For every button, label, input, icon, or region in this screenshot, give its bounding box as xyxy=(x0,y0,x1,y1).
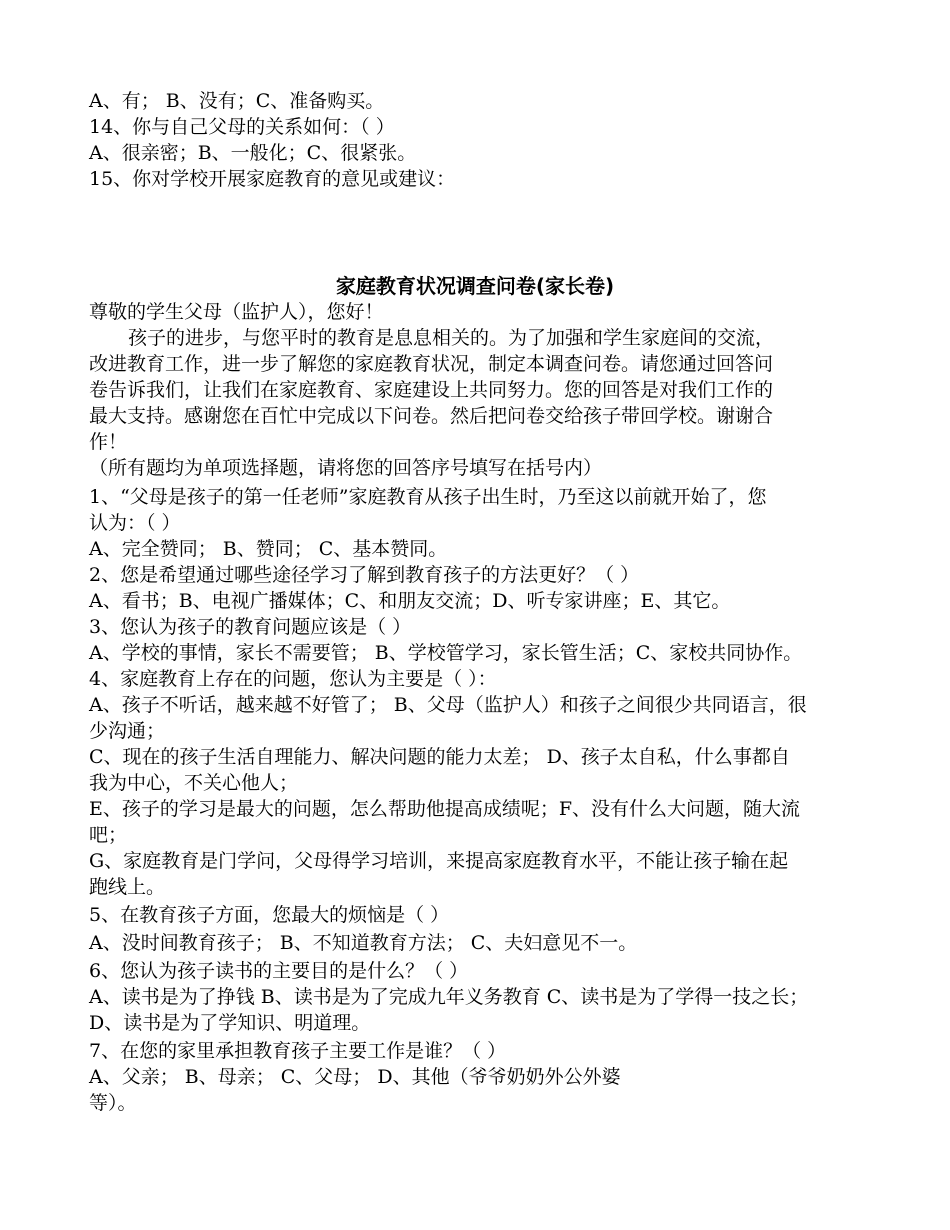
option-line: 少沟通； xyxy=(89,720,166,742)
greeting: 尊敬的学生父母（监护人），您好！ xyxy=(89,301,384,323)
intro-line: 卷告诉我们，让我们在家庭教育、家庭建设上共同努力。您的回答是对我们工作的 xyxy=(89,379,774,401)
question-line: 6、您认为孩子读书的主要目的是什么？（ ） xyxy=(89,960,469,982)
intro-line: 改进教育工作，进一步了解您的家庭教育状况，制定本调查问卷。请您通过回答问 xyxy=(89,353,774,375)
option-line: A、父亲； B、母亲； C、父母； D、其他（爷爷奶奶外公外婆 xyxy=(89,1066,621,1088)
question-line: 2、您是希望通过哪些途径学习了解到教育孩子的方法更好？（ ） xyxy=(89,564,640,586)
q15-question: 15、你对学校开展家庭教育的意见或建议： xyxy=(89,168,456,190)
option-line: 我为中心，不关心他人； xyxy=(89,772,299,794)
question-line: 4、家庭教育上存在的问题，您认为主要是（ ）： xyxy=(89,668,497,690)
survey-title: 家庭教育状况调查问卷(家长卷) xyxy=(335,274,615,298)
question-line: 3、您认为孩子的教育问题应该是（ ） xyxy=(89,616,412,638)
option-line: A、没时间教育孩子； B、不知道教育方法； C、夫妇意见不一。 xyxy=(89,932,638,954)
option-line: E、孩子的学习是最大的问题，怎么帮助他提高成绩呢；F、没有什么大问题，随大流 xyxy=(89,798,801,820)
intro-line: 孩子的进步，与您平时的教育是息息相关的。为了加强和学生家庭间的交流， xyxy=(128,327,775,349)
q14-question: 14、你与自己父母的关系如何：（ ） xyxy=(89,116,395,138)
option-line: C、现在的孩子生活自理能力、解决问题的能力太差； D、孩子太自私，什么事都自 xyxy=(89,746,790,768)
option-line: A、孩子不听话，越来越不好管了； B、父母（监护人）和孩子之间很少共同语言，很 xyxy=(89,694,807,716)
option-line: 吧； xyxy=(89,824,128,846)
option-line: A、学校的事情，家长不需要管； B、学校管学习，家长管生活；C、家校共同协作。 xyxy=(89,642,803,664)
q14-options: A、很亲密；B、一般化；C、很紧张。 xyxy=(89,142,417,164)
option-line: D、读书是为了学知识、明道理。 xyxy=(89,1012,371,1034)
instruction-note: （所有题均为单项选择题，请将您的回答序号填写在括号内） xyxy=(89,457,603,479)
intro-line: 作！ xyxy=(89,431,128,453)
intro-line: 最大支持。感谢您在百忙中完成以下问卷。然后把问卷交给孩子带回学校。谢谢合 xyxy=(89,405,774,427)
question-line: 1、“父母是孩子的第一任老师”家庭教育从孩子出生时，乃至这以前就开始了，您 xyxy=(89,486,767,508)
option-line: A、看书；B、电视广播媒体；C、和朋友交流；D、听专家讲座；E、其它。 xyxy=(89,590,731,612)
q13-options: A、有； B、没有；C、准备购买。 xyxy=(89,90,385,112)
question-line: 5、在教育孩子方面，您最大的烦恼是（ ） xyxy=(89,904,450,926)
option-line: G、家庭教育是门学问，父母得学习培训，来提高家庭教育水平，不能让孩子输在起 xyxy=(89,850,789,872)
option-line: 等）。 xyxy=(89,1092,137,1114)
option-line: A、完全赞同； B、赞同； C、基本赞同。 xyxy=(89,538,448,560)
option-line: 跑线上。 xyxy=(89,876,166,898)
option-line: A、读书是为了挣钱 B、读书是为了完成九年义务教育 C、读书是为了学得一技之长； xyxy=(89,986,809,1008)
question-line: 7、在您的家里承担教育孩子主要工作是谁？（ ） xyxy=(89,1040,507,1062)
question-line: 认为：（ ） xyxy=(89,512,181,534)
